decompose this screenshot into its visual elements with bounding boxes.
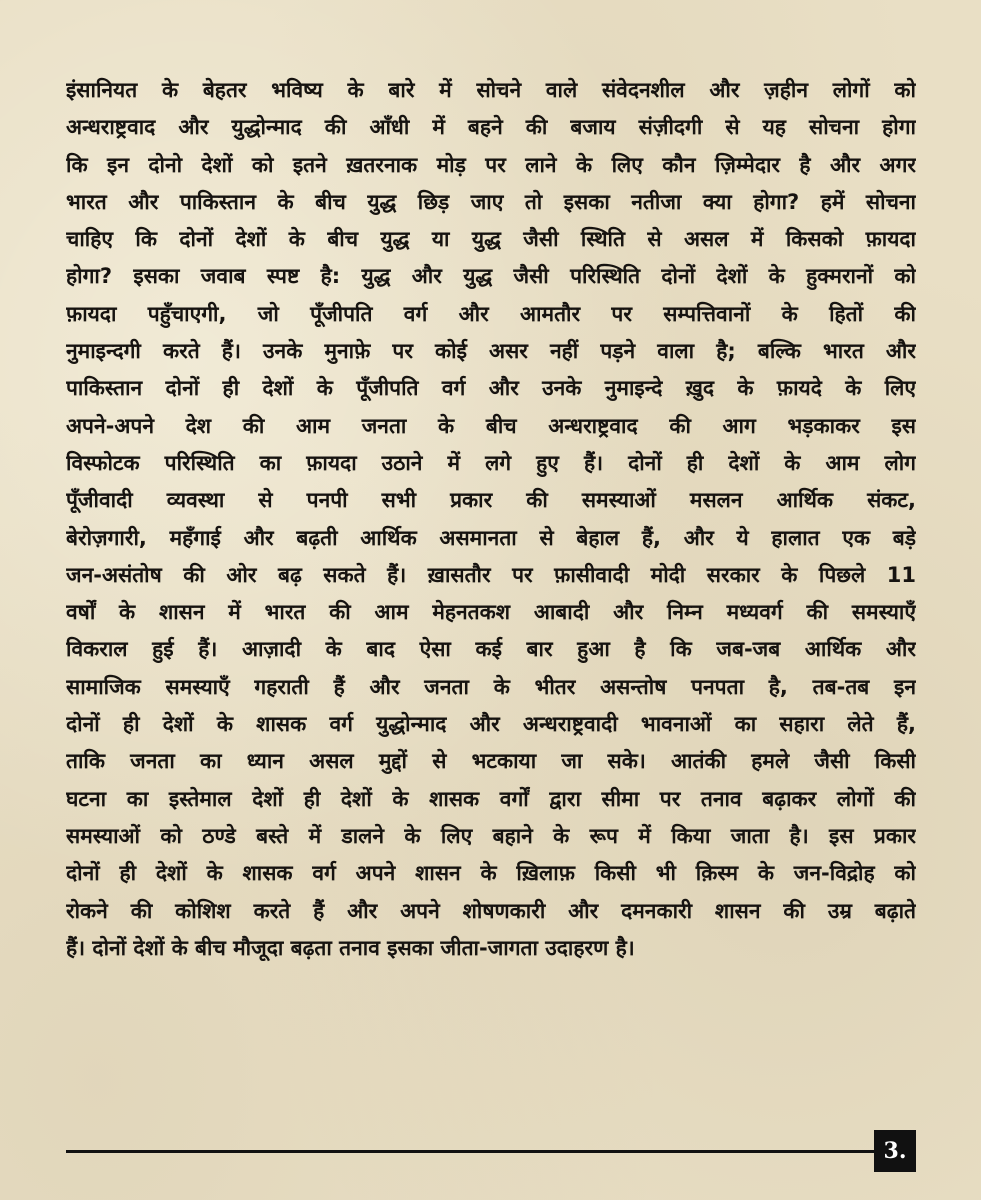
text-line: दोनों ही देशों के शासक वर्ग अपने शासन के ख़िलाफ़ किसी भी क़िस्म के जन-विद्रोह को xyxy=(66,861,916,886)
text-line: विस्फोटक परिस्थिति का फ़ायदा उठाने में लगे हुए हैं। दोनों ही देशों के आम लोग xyxy=(66,450,916,475)
text-line: कि इन दोनो देशों को इतने ख़तरनाक मोड़ पर लाने के लिए कौन ज़िम्मेदार है और अगर xyxy=(66,152,916,177)
text-line: रोकने की कोशिश करते हैं और अपने शोषणकारी और दमनकारी शासन की उम्र बढ़ाते xyxy=(66,898,916,923)
text-line: होगा? इसका जवाब स्पष्ट है: युद्ध और युद्ध जैसी परिस्थिति दोनों देशों के हुक्मरानों को xyxy=(66,264,916,289)
text-line: जन-असंतोष की ओर बढ़ सकते हैं। ख़ासतौर पर फ़ासीवादी मोदी सरकार के पिछले 11 xyxy=(66,562,916,587)
text-line: अपने-अपने देश की आम जनता के बीच अन्धराष्ट्रवाद की आग भड़काकर इस xyxy=(66,413,916,438)
text-line: अन्धराष्ट्रवाद और युद्धोन्माद की आँधी में बहने की बजाय संज़ीदगी से यह सोचना होगा xyxy=(66,115,916,140)
text-line: फ़ायदा पहुँचाएगी, जो पूँजीपति वर्ग और आमतौर पर सम्पत्तिवानों के हितों की xyxy=(66,301,916,326)
body-paragraph xyxy=(66,72,916,967)
text-line: सामाजिक समस्याएँ गहराती हैं और जनता के भीतर असन्तोष पनपता है, तब-तब इन xyxy=(66,674,916,699)
text-line: चाहिए कि दोनों देशों के बीच युद्ध या युद्ध जैसी स्थिति से असल में किसको फ़ायदा xyxy=(66,227,916,252)
footer-rule xyxy=(66,1150,874,1153)
text-line: बेरोज़गारी, महँगाई और बढ़ती आर्थिक असमानता से बेहाल हैं, और ये हालात एक बड़े xyxy=(66,525,916,550)
text-line: इंसानियत के बेहतर भविष्य के बारे में सोचने वाले संवेदनशील और ज़हीन लोगों को xyxy=(66,78,916,102)
text-line: पाकिस्तान दोनों ही देशों के पूँजीपति वर्ग और उनके नुमाइन्दे ख़ुद के फ़ायदे के लिए xyxy=(66,376,916,401)
text-line: दोनों ही देशों के शासक वर्ग युद्धोन्माद और अन्धराष्ट्रवादी भावनाओं का सहारा लेते हैं, xyxy=(66,712,916,737)
text-line: हैं। दोनों देशों के बीच मौजूदा बढ़ता तनाव इसका जीता-जागता उदाहरण है। xyxy=(66,935,635,960)
text-line: ताकि जनता का ध्यान असल मुद्दों से भटकाया जा सके। आतंकी हमले जैसी किसी xyxy=(66,749,916,774)
text-line: भारत और पाकिस्तान के बीच युद्ध छिड़ जाए तो इसका नतीजा क्या होगा? हमें सोचना xyxy=(66,189,916,214)
text-line: समस्याओं को ठण्डे बस्ते में डालने के लिए बहाने के रूप में किया जाता है। इस प्रकार xyxy=(66,823,916,848)
text-line: विकराल हुई हैं। आज़ादी के बाद ऐसा कई बार हुआ है कि जब-जब आर्थिक और xyxy=(66,637,916,662)
text-line: वर्षों के शासन में भारत की आम मेहनतकश आबादी और निम्न मध्यवर्ग की समस्याएँ xyxy=(66,600,916,625)
text-line: पूँजीवादी व्यवस्था से पनपी सभी प्रकार की समस्याओं मसलन आर्थिक संकट, xyxy=(66,488,916,513)
text-line: नुमाइन्दगी करते हैं। उनके मुनाफ़े पर कोई असर नहीं पड़ने वाला है; बल्कि भारत और xyxy=(66,339,916,364)
page-number: 3. xyxy=(874,1130,916,1172)
text-line: घटना का इस्तेमाल देशों ही देशों के शासक वर्गों द्वारा सीमा पर तनाव बढ़ाकर लोगों की xyxy=(66,786,916,811)
